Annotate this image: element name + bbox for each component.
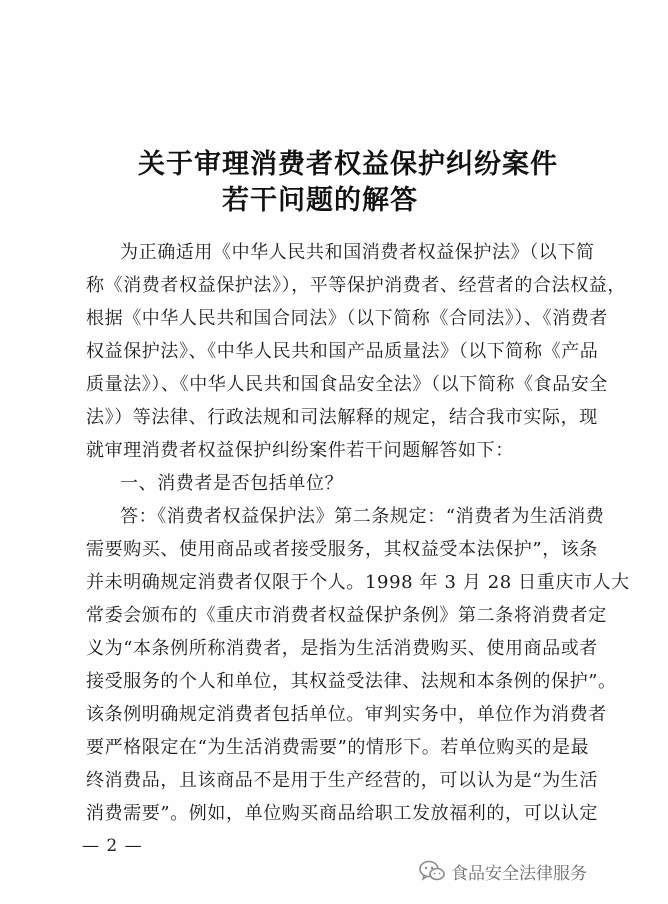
answer-1-line: 义为“本条例所称消费者，是指为生活消费购买、使用商品或者 — [86, 638, 598, 659]
paragraph-1-line: 为正确适用《中华人民共和国消费者权益保护法》（以下简 — [120, 242, 595, 263]
paragraph-1-line: 就审理消费者权益保护纠纷案件若干问题解答如下： — [86, 440, 514, 461]
answer-1-line: 该条例明确规定消费者包括单位。审判实务中，单位作为消费者 — [86, 704, 607, 725]
answer-1-line: 并未明确规定消费者仅限于个人。1998 年 3 月 28 日重庆市人大 — [86, 572, 630, 593]
answer-1-line: 终消费品，且该商品不是用于生产经营的，可以认为是“为生活 — [86, 770, 598, 791]
document-title-line-1: 关于审理消费者权益保护纠纷案件 — [138, 149, 558, 180]
page-number: — 2 — — [82, 836, 143, 856]
question-1-heading: 一、消费者是否包括单位？ — [120, 473, 344, 494]
answer-1-line: 答：《消费者权益保护法》第二条规定：“消费者为生活消费 — [120, 506, 605, 527]
paragraph-1-line: 质量法》）、《中华人民共和国食品安全法》（以下简称《食品安全 — [86, 374, 608, 395]
wechat-icon — [419, 860, 445, 882]
answer-1-line: 需要购买、使用商品或者接受服务，其权益受本法保护”，该条 — [86, 539, 598, 560]
answer-1-line: 常委会颁布的《重庆市消费者权益保护条例》第二条将消费者定 — [86, 605, 607, 626]
answer-1-line: 接受服务的个人和单位，其权益受法律、法规和本条例的保护”。 — [86, 671, 617, 692]
paragraph-1-line: 法》）等法律、行政法规和司法解释的规定，结合我市实际，现 — [86, 407, 598, 428]
answer-1-line: 消费需要”。例如，单位购买商品给职工发放福利的，可以认定 — [86, 803, 598, 824]
paragraph-1-line: 称《消费者权益保护法》），平等保护消费者、经营者的合法权益， — [86, 275, 626, 296]
document-title-line-2: 若干问题的解答 — [222, 185, 418, 216]
paragraph-1-line: 根据《中华人民共和国合同法》（以下简称《合同法》）、《消费者 — [86, 308, 608, 329]
watermark-text: 食品安全法律服务 — [451, 863, 587, 884]
paragraph-1-line: 权益保护法》、《中华人民共和国产品质量法》（以下简称《产品 — [86, 341, 599, 362]
watermark — [419, 858, 587, 884]
answer-1-line: 要严格限定在“为生活消费需要”的情形下。若单位购买的是最 — [86, 737, 590, 758]
